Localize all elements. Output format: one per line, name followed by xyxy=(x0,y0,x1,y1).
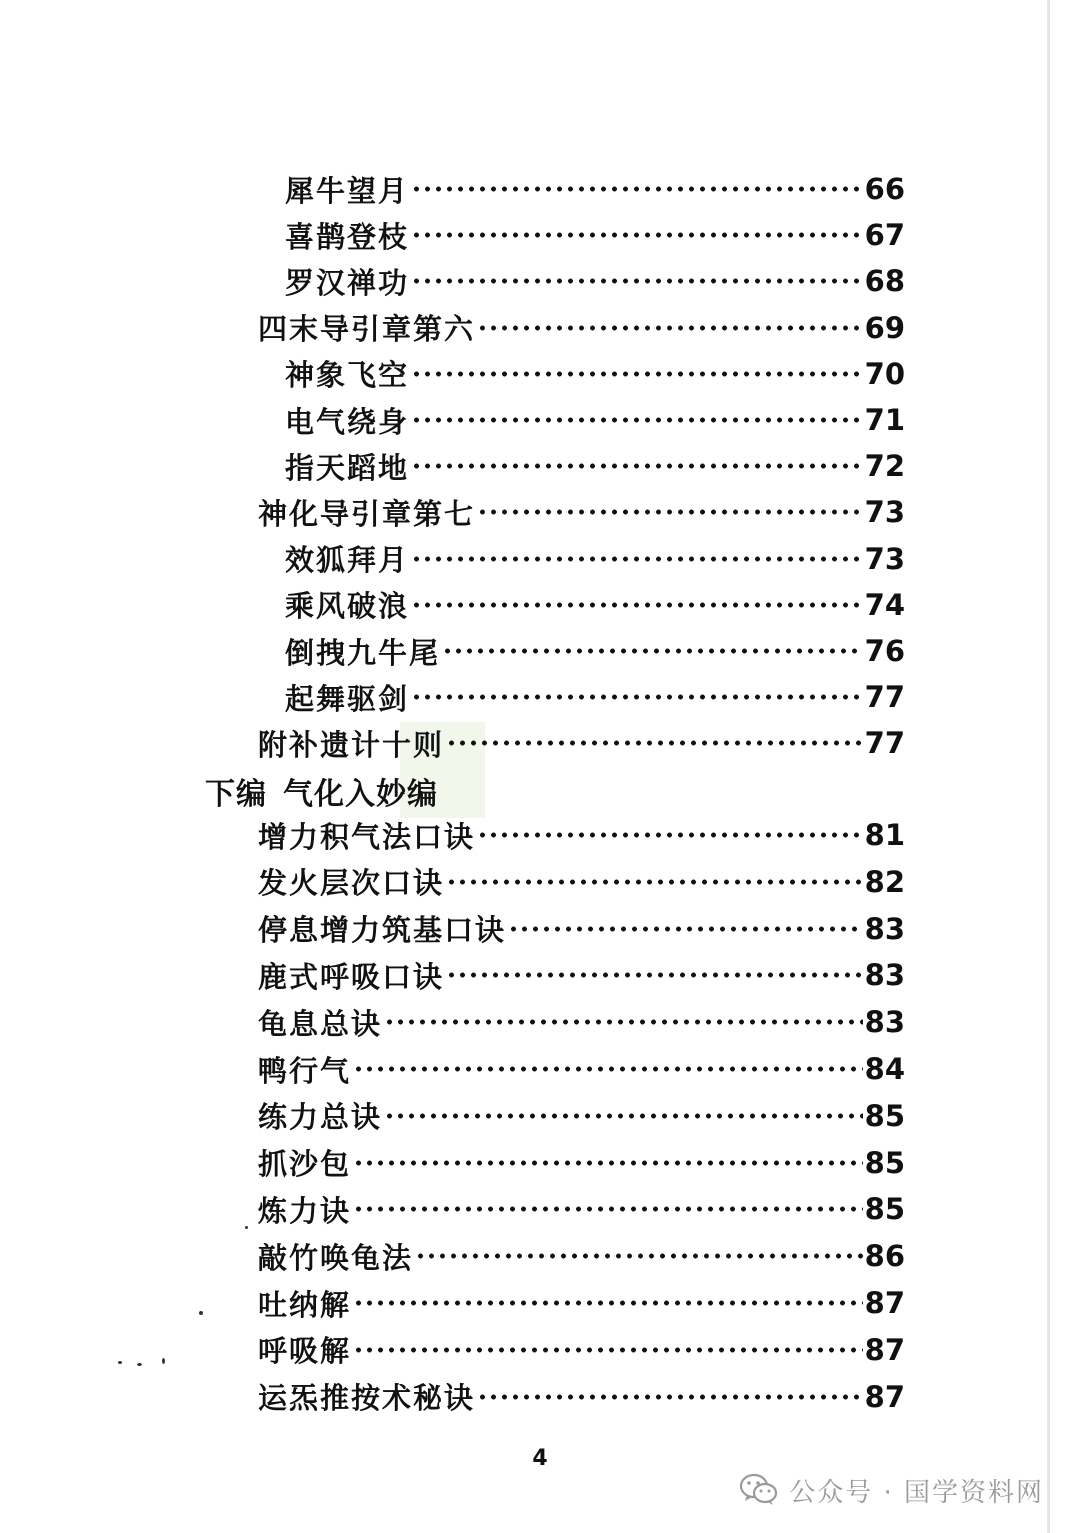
toc-entry-title: 吐纳解 xyxy=(258,1287,352,1322)
toc-entry-title: 炼力诀 xyxy=(258,1193,352,1228)
dot-leader xyxy=(508,925,863,933)
scan-speck xyxy=(199,1311,203,1315)
toc-entry-title: 效狐拜月 xyxy=(285,543,410,578)
toc-entry[interactable] xyxy=(285,628,905,674)
toc-entry[interactable] xyxy=(258,1093,905,1139)
toc-entry[interactable] xyxy=(258,812,905,858)
toc-entry-title: 指天蹈地 xyxy=(285,450,410,485)
dot-leader xyxy=(353,1205,863,1213)
dot-leader xyxy=(446,878,863,886)
toc-entry[interactable] xyxy=(285,582,905,628)
toc-entry-page: 85 xyxy=(864,1192,905,1227)
toc-entry-page: 71 xyxy=(864,403,905,437)
toc-entry-page: 68 xyxy=(864,264,905,299)
toc-entry-title: 四末导引章第六 xyxy=(258,312,476,347)
toc-entry-page: 86 xyxy=(864,1239,905,1274)
toc-entry-page: 84 xyxy=(864,1052,905,1086)
watermark-text: 公众号 · 国学资料网 xyxy=(789,1477,1044,1508)
dot-leader xyxy=(353,1299,863,1307)
toc-entry-page: 74 xyxy=(864,587,905,622)
dot-leader xyxy=(353,1159,863,1167)
toc-entry[interactable] xyxy=(258,1233,905,1279)
dot-leader xyxy=(353,1346,863,1354)
watermark xyxy=(739,1470,1044,1510)
dot-leader xyxy=(415,1252,863,1260)
toc-entry-page: 87 xyxy=(864,1286,905,1320)
toc-entry[interactable] xyxy=(285,212,905,258)
toc-entry[interactable] xyxy=(258,999,905,1045)
toc-entry-page: 83 xyxy=(864,958,905,993)
toc-entry[interactable] xyxy=(258,859,905,905)
toc-entry-title: 敲竹唤龟法 xyxy=(258,1240,414,1275)
toc-entry-page: 87 xyxy=(864,1379,905,1414)
toc-entry[interactable] xyxy=(285,397,905,443)
dot-leader xyxy=(411,277,863,285)
section-title: 气化入妙编 xyxy=(283,777,438,812)
dot-leader xyxy=(477,831,863,839)
toc-entry-title: 乘风破浪 xyxy=(285,589,410,624)
toc-entry-page: 82 xyxy=(864,864,905,899)
dot-leader xyxy=(477,1393,863,1401)
dot-leader xyxy=(353,1065,863,1073)
dot-leader xyxy=(477,324,863,332)
toc-entry-title: 练力总诀 xyxy=(258,1100,383,1135)
toc-entry-page: 76 xyxy=(864,634,905,668)
toc-entry[interactable] xyxy=(258,1046,905,1092)
dot-leader xyxy=(411,601,863,609)
toc-entry-title: 呼吸解 xyxy=(258,1334,352,1369)
toc-entry-title: 鸭行气 xyxy=(258,1053,352,1088)
toc-entry-title: 龟息总诀 xyxy=(258,1006,383,1041)
toc-entry[interactable] xyxy=(285,258,905,304)
toc-entry-title: 喜鹊登枝 xyxy=(285,219,410,254)
toc-entry-title: 电气绕身 xyxy=(285,404,410,439)
toc-entry[interactable] xyxy=(285,536,905,582)
toc-entry-title: 犀牛望月 xyxy=(285,173,410,208)
toc-entry-title: 增力积气法口诀 xyxy=(258,819,476,854)
dot-leader xyxy=(411,462,863,470)
toc-entry[interactable] xyxy=(258,1327,905,1373)
dot-leader xyxy=(446,971,863,979)
toc-entry[interactable] xyxy=(258,1140,905,1186)
toc-entry[interactable] xyxy=(285,351,905,397)
toc-entry-title: 神化导引章第七 xyxy=(258,496,476,531)
toc-entry-title: 罗汉禅功 xyxy=(285,265,410,300)
toc-entry-page: 85 xyxy=(864,1145,905,1180)
dot-leader xyxy=(384,1112,863,1120)
toc-entry-title: 鹿式呼吸口诀 xyxy=(258,959,445,994)
toc-entry-page: 77 xyxy=(864,680,905,715)
toc-entry[interactable] xyxy=(285,674,905,720)
toc-entry-page: 67 xyxy=(864,218,905,253)
dot-leader xyxy=(384,1018,863,1026)
section-part: 下编 xyxy=(205,777,267,812)
toc-entry-page: 77 xyxy=(864,726,905,761)
toc-entry[interactable] xyxy=(258,952,905,998)
dot-leader xyxy=(411,693,863,701)
toc-entry-page: 72 xyxy=(864,449,905,484)
toc-entry[interactable] xyxy=(258,1374,905,1420)
toc-entry-page: 73 xyxy=(864,541,905,576)
dot-leader xyxy=(411,555,863,563)
dot-leader xyxy=(411,370,863,378)
toc-entry[interactable] xyxy=(258,1186,905,1232)
toc-entry[interactable] xyxy=(285,166,905,212)
dot-leader xyxy=(446,739,863,747)
dot-leader xyxy=(411,416,863,424)
toc-entry-title: 倒拽九牛尾 xyxy=(285,635,441,670)
dot-leader xyxy=(477,508,863,516)
section-heading xyxy=(205,768,438,814)
toc-entry[interactable] xyxy=(258,906,905,952)
toc-entry-title: 抓沙包 xyxy=(258,1147,352,1182)
toc-entry-page: 73 xyxy=(864,495,905,530)
toc-entry-page: 69 xyxy=(864,310,905,345)
toc-entry-page: 87 xyxy=(864,1332,905,1367)
toc-entry-page: 81 xyxy=(864,818,905,852)
page-number: 4 xyxy=(532,1446,548,1471)
toc-entry[interactable] xyxy=(258,1280,905,1326)
toc-entry-page: 70 xyxy=(864,356,905,391)
scan-speck xyxy=(245,1226,248,1229)
toc-chapter[interactable] xyxy=(258,305,905,351)
scan-speck xyxy=(137,1363,142,1366)
dot-leader xyxy=(411,231,863,239)
dot-leader xyxy=(411,185,863,193)
toc-entry-title: 神象飞空 xyxy=(285,358,410,393)
toc-entry-title: 附补遗计十则 xyxy=(258,727,445,762)
scan-speck xyxy=(118,1361,122,1364)
toc-entry-page: 85 xyxy=(864,1098,905,1133)
toc-entry-title: 发火层次口诀 xyxy=(258,866,445,901)
toc-entry-page: 83 xyxy=(864,911,905,946)
toc-entry-title: 停息增力筑基口诀 xyxy=(258,913,507,948)
scan-speck xyxy=(162,1358,165,1364)
toc-entry[interactable] xyxy=(285,443,905,489)
toc-entry-title: 起舞驱剑 xyxy=(285,681,410,716)
toc-chapter[interactable] xyxy=(258,489,905,535)
toc-entry-page: 83 xyxy=(864,1005,905,1040)
toc-entry-page: 66 xyxy=(864,172,905,206)
toc-chapter[interactable] xyxy=(258,720,905,766)
dot-leader xyxy=(442,647,863,655)
wechat-icon xyxy=(739,1473,779,1507)
toc-entry-title: 运炁推按术秘诀 xyxy=(258,1381,476,1416)
